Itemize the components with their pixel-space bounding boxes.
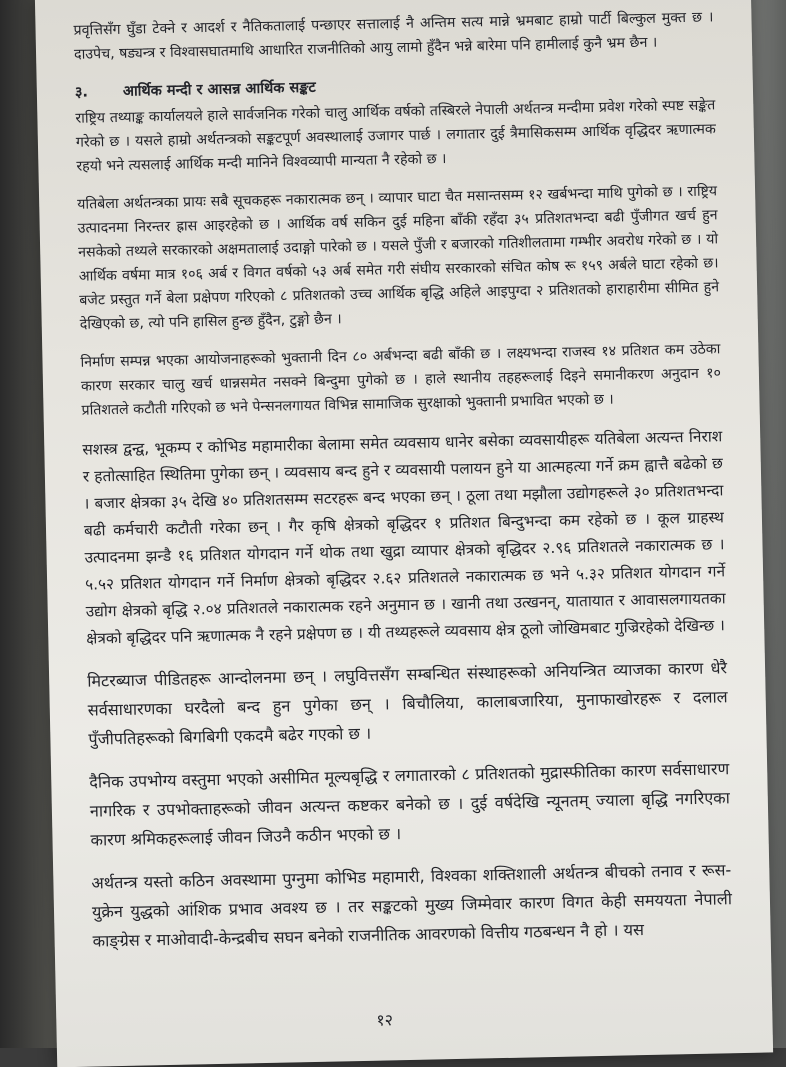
paragraph-economy-indicators: यतिबेला अर्थतन्त्रका प्रायः सबै सूचकहरू नकारात्मक छन् । व्यापार घाटा चैत मसान्तसम्म १२ खर्बभन्दा माथि पुगेको छ । राष्ट्रिय उत्पादनमा निरन्तर ह्रास आइरहेको छ । आर्थिक वर्ष सकिन दुई महिना बाँकी रहँदा ३५ प्रतिशतभन्दा बढी पुँजीगत खर्च हुन नसकेको तथ्यले सरकारको अक्षमतालाई उदाङ्गो पारेको छ । यसले पुँजी र बजारको गतिशीलतामा गम्भीर अवरोध गरेको छ । यो आर्थिक वर्षमा मात्र १०६ अर्ब र विगत वर्षको ५३ अर्ब समेत गरी संघीय सरकारको संचित कोष रू १५९ अर्बले घाटा रहेको छ। बजेट प्रस्तुत गर्ने बेला प्रक्षेपण गरिएको ८ प्रतिशतको उच्च आर्थिक बृद्धि अहिले आइपुग्दा २ प्रतिशतको हाराहारीमा सीमित हुने देखिएको छ, त्यो पनि हासिल हुन्छ हुँदैन, टुङ्गो छैन । bbox=[77, 183, 720, 333]
paragraph-inflation: दैनिक उपभोग्य वस्तुमा भएको असीमित मूल्यबृद्धि र लगातारको ८ प्रतिशतको मुद्रास्फीतिका कारण सर्वसाधारण नागरिक र उपभोक्ताहरूको जीवन अत्यन्त कष्टकर बनेको छ । दुई वर्षदेखि न्यूनतम् ज्याला बृद्धि नगरिएका कारण श्रमिकहरूलाई जीवन जिउनै कठीन भएको छ । bbox=[89, 759, 730, 850]
intro-paragraph: प्रवृत्तिसँग घुँडा टेक्ने र आदर्श र नैतिकतालाई पन्छाएर सत्तालाई नै अन्तिम सत्य मान्ने भ्रमबाट हाम्रो पार्टी बिल्कुल मुक्त छ । दाउपेच, षड्यन्त्र र विश्वासघातमाथि आधारित राजनीतिको आयु लामो हुँदैन भन्ने बारेमा पनि हामीलाई कुनै भ्रम छैन । bbox=[73, 9, 714, 63]
section-number: ३. bbox=[74, 84, 89, 101]
paragraph-crisis-cause: अर्थतन्त्र यस्तो कठिन अवस्थामा पुग्नुमा कोभिड महामारी, विश्वका शक्तिशाली अर्थतन्त्र बीचको तनाव र रूस-युक्रेन युद्धको आंशिक प्रभाव अवश्य छ । तर सङ्कटको मुख्य जिम्मेवार कारण विगत केही समययता नेपाली काङ्ग्रेस र माओवादी-केन्द्रबीच सघन बनेको राजनीतिक आवरणको वित्तीय गठबन्धन नै हो । यस bbox=[91, 860, 733, 951]
paragraph-construction-payments: निर्माण सम्पन्न भएका आयोजनाहरूको भुक्तानी दिन ८० अर्बभन्दा बढी बाँकी छ । लक्ष्यभन्दा राजस्व १४ प्रतिशत कम उठेका कारण सरकार चालु खर्च धान्नसमेत नसक्ने बिन्दुमा पुगेको छ । हाले स्थानीय तहहरूलाई दिइने समानीकरण अनुदान १० प्रतिशतले कटौती गरिएको छ भने पेन्सनलगायत विभिन्न सामाजिक सुरक्षाको भुक्तानी प्रभावित भएको छ । bbox=[80, 341, 722, 419]
document-page bbox=[35, 0, 773, 1067]
paragraph-usury-victims: मिटरब्याज पीडितहरू आन्दोलनमा छन् । लघुवित्तसँग सम्बन्धित संस्थाहरूको अनियन्त्रित व्याजका कारण धेरै सर्वसाधारणका घरदैलो बन्द हुन पुगेका छन् । बिचौलिया, कालाबजारिया, मुनाफाखोरहरू र दलाल पुँजीपतिहरूको बिगबिगी एकदमै बढेर गएको छ । bbox=[87, 658, 728, 749]
page-number: १२ bbox=[376, 1010, 394, 1030]
paragraph-business-crisis: सशस्त्र द्वन्द्व, भूकम्प र कोभिड महामारीका बेलामा समेत व्यवसाय धानेर बसेका व्यवसायीहरू यतिबेला अत्यन्त निराश र हतोत्साहित स्थितिमा पुगेका छन् । व्यवसाय बन्द हुने र व्यवसायी पलायन हुने या आत्महत्या गर्ने क्रम ह्वात्तै बढेको छ । बजार क्षेत्रका ३५ देखि ४० प्रतिशतसम्म सटरहरू बन्द भएका छन् । ठूला तथा मझौला उद्योगहरूले ३० प्रतिशतभन्दा बढी कर्मचारी कटौती गरेका छन् । गैर कृषि क्षेत्रको बृद्धिदर १ प्रतिशत बिन्दुभन्दा कम रहेको छ । कूल ग्राहस्थ उत्पादनमा झन्डै १६ प्रतिशत योगदान गर्ने थोक तथा खुद्रा व्यापार क्षेत्रको बृद्धिदर २.९६ प्रतिशतले नकारात्मक छ । ५.५२ प्रतिशत योगदान गर्ने निर्माण क्षेत्रको बृद्धिदर २.६२ प्रतिशतले नकारात्मक छ भने ५.३२ प्रतिशत योगदान गर्ने उद्योग क्षेत्रको बृद्धि २.०४ प्रतिशतले नकारात्मक रहने अनुमान छ । खानी तथा उत्खनन्, यातायात र आवासलगायतका क्षेत्रको बृद्धिदर पनि ऋणात्मक नै रहने प्रक्षेपण छ । यी तथ्यहरूले व्यवसाय क्षेत्र ठूलो जोखिमबाट गुज्रिरहेको देखिन्छ । bbox=[82, 427, 726, 648]
section-paragraph-1: राष्ट्रिय तथ्याङ्क कार्यालयले हाले सार्वजनिक गरेको चालु आर्थिक वर्षको तस्बिरले नेपाली अर्थतन्त्र मन्दीमा प्रवेश गरेको स्पष्ट सङ्केत गरेको छ । यसले हाम्रो अर्थतन्त्रको सङ्कटपूर्ण अवस्थालाई उजागर पार्छ । लगातार दुई त्रैमासिकसम्म आर्थिक वृद्धिदर ऋणात्मक रहयो भने त्यसलाई आर्थिक मन्दी मानिने विश्वव्यापी मान्यता नै रहेको छ । bbox=[75, 97, 716, 175]
page-content bbox=[73, 5, 733, 969]
section-title: आर्थिक मन्दी र आसन्न आर्थिक सङ्कट bbox=[122, 79, 316, 100]
